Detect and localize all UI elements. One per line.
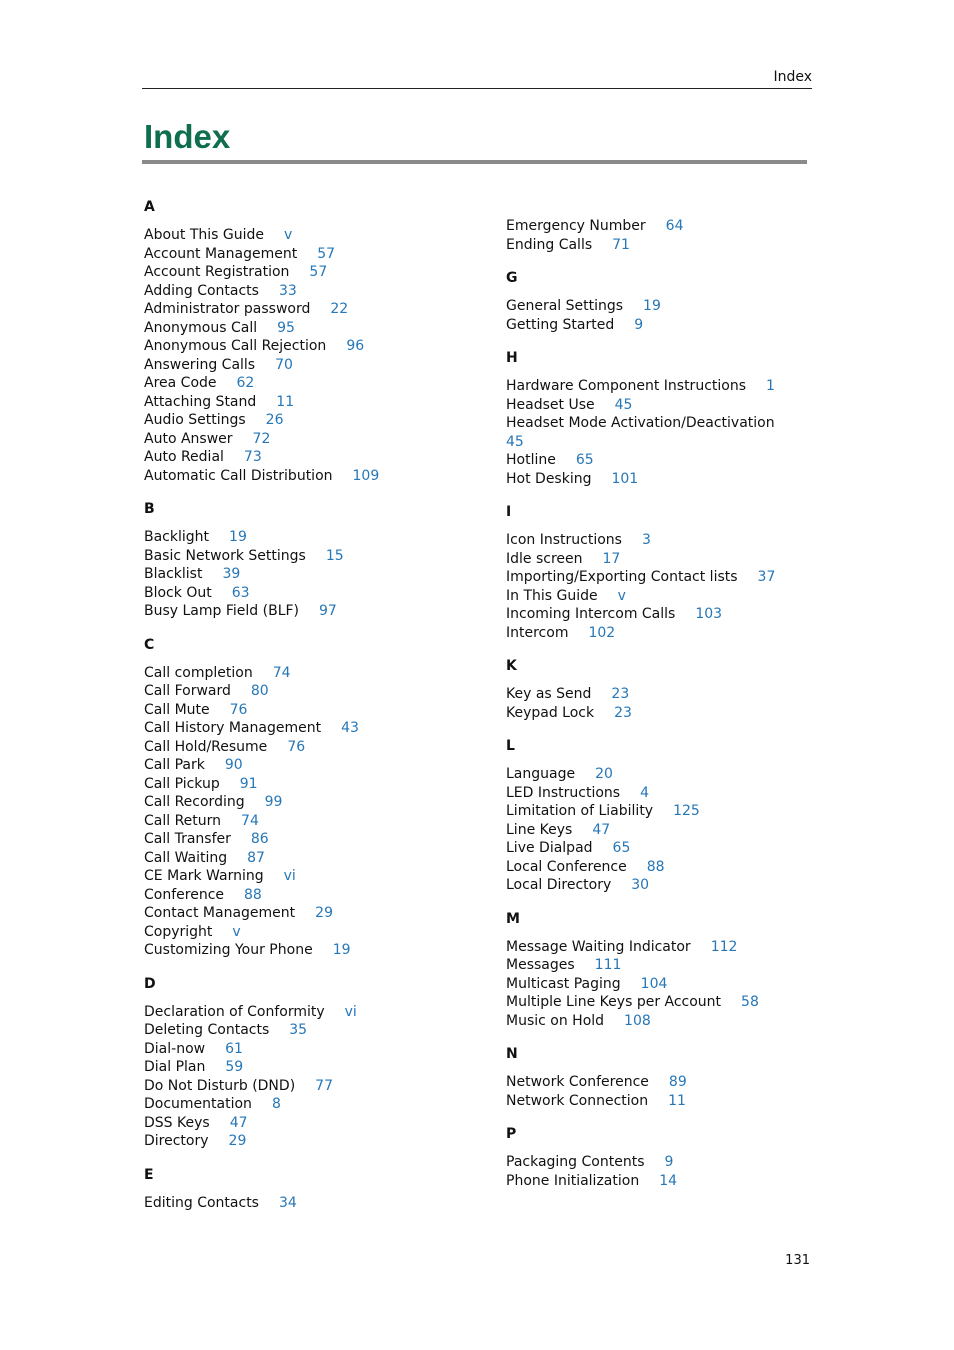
index-section xyxy=(144,500,534,621)
entry-term: Account Registration xyxy=(144,264,290,280)
section-letter: E xyxy=(144,1166,154,1183)
section-letter: B xyxy=(144,501,155,517)
index-section xyxy=(506,503,896,642)
entry-term: Basic Network Settings xyxy=(144,547,306,564)
entry-page-link[interactable]: 76 xyxy=(229,701,248,718)
index-entry xyxy=(506,624,896,643)
section-letter: L xyxy=(506,738,515,754)
entry-term: Busy Lamp Field (BLF) xyxy=(144,603,300,619)
entry-term: Headset Use xyxy=(506,396,595,413)
index-entry xyxy=(506,316,896,335)
index-entry xyxy=(506,396,896,415)
index-column-left xyxy=(144,198,534,1227)
entry-term: Icon Instructions xyxy=(506,532,622,548)
entry-page-link[interactable]: 77 xyxy=(315,1077,333,1094)
index-entry xyxy=(144,904,534,923)
index-entry xyxy=(144,319,534,338)
entry-term: Network Connection xyxy=(506,1092,649,1109)
entry-page-link[interactable]: 80 xyxy=(250,683,269,699)
index-entry xyxy=(144,263,534,282)
index-entry xyxy=(506,550,896,569)
entry-page-link[interactable]: 74 xyxy=(272,664,291,681)
index-entry xyxy=(144,356,534,375)
index-entry xyxy=(144,738,534,757)
entry-page-link[interactable]: 74 xyxy=(241,812,259,829)
entry-page-link[interactable]: 96 xyxy=(346,338,365,354)
entry-term: Call Forward xyxy=(144,683,231,699)
entry-term: Phone Initialization xyxy=(506,1172,640,1189)
index-entry xyxy=(144,867,534,886)
index-entry xyxy=(144,664,534,683)
entry-term: Message Waiting Indicator xyxy=(506,938,691,955)
entry-term: Messages xyxy=(506,957,575,973)
entry-term: Conference xyxy=(144,886,225,903)
entry-page-link[interactable]: 64 xyxy=(665,218,684,234)
entry-term: Limitation of Liability xyxy=(506,803,654,819)
index-entry xyxy=(506,975,896,994)
entry-term: Multicast Paging xyxy=(506,975,621,992)
entry-page-link[interactable]: 70 xyxy=(275,356,293,373)
index-entry xyxy=(506,765,896,784)
entry-term: Dial-now xyxy=(144,1040,206,1057)
entry-page-link[interactable]: 61 xyxy=(225,1040,243,1057)
entry-page-link[interactable]: v xyxy=(617,587,626,604)
entry-page-link[interactable]: 17 xyxy=(602,550,621,567)
index-entry xyxy=(506,451,896,470)
entry-page-link[interactable]: 4 xyxy=(640,784,650,801)
entry-term: Attaching Stand xyxy=(144,393,257,410)
entry-page-link[interactable]: v xyxy=(232,923,241,940)
index-entry xyxy=(506,1073,896,1092)
index-entry xyxy=(144,1003,534,1022)
entry-term: Call Waiting xyxy=(144,849,228,866)
entry-term: Key as Send xyxy=(506,686,592,702)
entry-page-link[interactable]: 22 xyxy=(330,301,349,317)
index-entry xyxy=(506,876,896,895)
section-letter: N xyxy=(506,1046,518,1062)
entry-page-link[interactable]: 19 xyxy=(643,298,661,314)
index-entry xyxy=(506,1172,896,1191)
entry-page-link[interactable]: 35 xyxy=(289,1022,308,1038)
index-entry xyxy=(506,784,896,803)
entry-term: Call Mute xyxy=(144,701,210,718)
entry-page-link[interactable]: 103 xyxy=(695,606,723,622)
entry-page-link[interactable]: 47 xyxy=(592,821,611,838)
index-section xyxy=(506,217,896,254)
entry-page-link[interactable]: vi xyxy=(344,1003,357,1020)
index-section xyxy=(506,349,896,488)
index-entry xyxy=(506,587,896,606)
index-entry xyxy=(144,923,534,942)
index-section xyxy=(506,737,896,895)
index-entry xyxy=(506,858,896,877)
entry-page-link[interactable]: vi xyxy=(283,868,296,884)
entry-page-link[interactable]: 65 xyxy=(575,452,594,468)
entry-page-link[interactable]: 71 xyxy=(612,236,630,253)
section-letter: A xyxy=(144,199,155,215)
entry-term: Documentation xyxy=(144,1096,252,1112)
entry-term: Call Transfer xyxy=(144,831,231,847)
section-letter: M xyxy=(506,910,520,927)
entry-page-link[interactable]: 90 xyxy=(224,757,243,773)
index-entry xyxy=(144,775,534,794)
entry-term: Automatic Call Distribution xyxy=(144,467,333,484)
page-title: Index xyxy=(144,118,231,155)
entry-term: Keypad Lock xyxy=(506,704,595,721)
entry-term: Editing Contacts xyxy=(144,1194,259,1211)
entry-page-link[interactable]: 87 xyxy=(247,849,265,866)
entry-term: Call Park xyxy=(144,757,205,773)
index-section xyxy=(144,1166,534,1213)
entry-term: Network Conference xyxy=(506,1074,649,1090)
entry-page-link[interactable]: 57 xyxy=(317,245,336,262)
entry-term: Hotline xyxy=(506,452,556,468)
section-letter: K xyxy=(506,658,517,674)
entry-page-link[interactable]: 20 xyxy=(595,766,613,782)
running-header: Index xyxy=(142,68,812,89)
entry-page-link[interactable]: 1 xyxy=(766,378,775,394)
index-entry xyxy=(144,411,534,430)
entry-term: Ending Calls xyxy=(506,236,593,253)
entry-term: Headset Mode Activation/Deactivation xyxy=(506,415,775,431)
entry-page-link[interactable]: 15 xyxy=(325,547,344,564)
index-column-right xyxy=(506,217,896,1205)
index-entry xyxy=(144,430,534,449)
entry-term: Area Code xyxy=(144,375,217,391)
entry-term: Account Management xyxy=(144,245,298,262)
index-entry xyxy=(144,1114,534,1133)
index-section xyxy=(506,1125,896,1190)
index-entry xyxy=(144,1021,534,1040)
index-entry xyxy=(144,245,534,264)
index-section xyxy=(144,975,534,1151)
index-entry xyxy=(144,602,534,621)
entry-term: Auto Answer xyxy=(144,430,233,447)
entry-term: About This Guide xyxy=(144,227,265,243)
index-entry xyxy=(144,1132,534,1151)
entry-term: Call Hold/Resume xyxy=(144,738,268,755)
entry-term: Incoming Intercom Calls xyxy=(506,606,676,622)
index-entry xyxy=(506,685,896,704)
entry-page-link[interactable]: 37 xyxy=(757,569,776,585)
index-entry xyxy=(144,282,534,301)
index-entry xyxy=(144,849,534,868)
entry-page-link[interactable]: 102 xyxy=(588,624,616,641)
entry-page-link[interactable]: 43 xyxy=(341,720,359,736)
index-entry xyxy=(144,812,534,831)
entry-term: Audio Settings xyxy=(144,412,246,428)
entry-page-link[interactable]: 30 xyxy=(631,877,650,893)
entry-page-link[interactable]: 88 xyxy=(646,858,665,875)
index-entry xyxy=(506,605,896,624)
entry-term: Anonymous Call Rejection xyxy=(144,338,327,354)
section-letter: P xyxy=(506,1126,517,1142)
entry-term: Idle screen xyxy=(506,550,583,567)
index-entry xyxy=(144,1194,534,1213)
index-section xyxy=(144,636,534,960)
index-section xyxy=(506,910,896,1031)
section-letter: H xyxy=(506,350,518,366)
entry-page-link[interactable]: 45 xyxy=(506,433,524,450)
entry-term: Call completion xyxy=(144,664,253,681)
entry-term: Language xyxy=(506,766,576,782)
entry-page-link[interactable]: 11 xyxy=(276,393,295,410)
index-entry xyxy=(506,938,896,957)
entry-term: Local Conference xyxy=(506,858,627,875)
index-entry xyxy=(144,584,534,603)
entry-page-link[interactable]: 9 xyxy=(634,316,644,333)
entry-term: Getting Started xyxy=(506,316,615,333)
entry-term: Importing/Exporting Contact lists xyxy=(506,569,738,585)
entry-page-link[interactable]: 34 xyxy=(278,1194,297,1211)
index-entry xyxy=(506,414,896,451)
entry-page-link[interactable]: 19 xyxy=(229,529,247,545)
entry-page-link[interactable]: 76 xyxy=(287,738,306,755)
entry-term: In This Guide xyxy=(506,587,598,604)
section-letter: D xyxy=(144,975,156,992)
index-section xyxy=(506,269,896,334)
entry-term: Copyright xyxy=(144,923,213,940)
entry-page-link[interactable]: 11 xyxy=(668,1092,686,1109)
index-entry xyxy=(144,337,534,356)
entry-page-link[interactable]: 33 xyxy=(278,282,297,299)
index-entry xyxy=(144,719,534,738)
section-letter: C xyxy=(144,636,155,653)
entry-page-link[interactable]: 58 xyxy=(741,994,759,1010)
entry-page-link[interactable]: v xyxy=(284,227,293,243)
entry-page-link[interactable]: 26 xyxy=(265,412,284,428)
index-entry xyxy=(506,531,896,550)
entry-page-link[interactable]: 63 xyxy=(231,584,250,601)
index-section xyxy=(506,1045,896,1110)
entry-page-link[interactable]: 23 xyxy=(614,704,632,721)
entry-term: Music on Hold xyxy=(506,1012,605,1029)
entry-term: Packaging Contents xyxy=(506,1154,645,1170)
entry-page-link[interactable]: 91 xyxy=(239,775,258,792)
entry-page-link[interactable]: 112 xyxy=(710,938,738,955)
index-entry xyxy=(144,682,534,701)
entry-page-link[interactable]: 3 xyxy=(641,532,651,548)
index-entry xyxy=(506,1012,896,1031)
index-section xyxy=(506,657,896,722)
entry-page-link[interactable]: 29 xyxy=(228,1133,247,1149)
entry-page-link[interactable]: 108 xyxy=(624,1012,651,1029)
index-entry xyxy=(144,756,534,775)
index-entry xyxy=(144,941,534,960)
entry-term: Administrator password xyxy=(144,301,311,317)
entry-page-link[interactable]: 99 xyxy=(264,794,283,810)
entry-term: CE Mark Warning xyxy=(144,868,264,884)
entry-term: Anonymous Call xyxy=(144,319,258,336)
entry-page-link[interactable]: 125 xyxy=(673,803,700,819)
entry-page-link[interactable]: 45 xyxy=(614,396,633,413)
entry-page-link[interactable]: 86 xyxy=(250,831,269,847)
index-entry xyxy=(506,821,896,840)
index-entry xyxy=(144,701,534,720)
entry-page-link[interactable]: 97 xyxy=(319,603,337,619)
entry-term: Local Directory xyxy=(506,877,612,893)
index-entry xyxy=(144,886,534,905)
entry-term: Live Dialpad xyxy=(506,840,593,856)
index-entry xyxy=(506,297,896,316)
entry-term: Contact Management xyxy=(144,905,296,921)
index-entry xyxy=(144,467,534,486)
index-entry xyxy=(506,1092,896,1111)
entry-term: Emergency Number xyxy=(506,218,646,234)
entry-term: LED Instructions xyxy=(506,784,621,801)
entry-page-link[interactable]: 57 xyxy=(309,264,328,280)
entry-page-link[interactable]: 111 xyxy=(594,957,622,973)
entry-page-link[interactable]: 9 xyxy=(664,1154,674,1170)
index-entry xyxy=(144,830,534,849)
entry-term: Do Not Disturb (DND) xyxy=(144,1077,296,1094)
index-entry xyxy=(506,217,896,236)
page-number: 131 xyxy=(785,1253,810,1268)
index-entry xyxy=(144,793,534,812)
entry-page-link[interactable]: 89 xyxy=(668,1074,687,1090)
index-entry xyxy=(506,236,896,255)
entry-page-link[interactable]: 95 xyxy=(277,319,295,336)
entry-term: Adding Contacts xyxy=(144,282,259,299)
entry-page-link[interactable]: 62 xyxy=(236,375,255,391)
index-entry xyxy=(144,393,534,412)
index-entry xyxy=(144,565,534,584)
entry-term: Multiple Line Keys per Account xyxy=(506,994,722,1010)
index-entry xyxy=(506,956,896,975)
section-letter: G xyxy=(506,270,518,286)
index-entry xyxy=(144,547,534,566)
entry-term: Intercom xyxy=(506,624,569,641)
entry-page-link[interactable]: 8 xyxy=(271,1096,281,1112)
index-entry xyxy=(506,1153,896,1172)
entry-term: Line Keys xyxy=(506,821,573,838)
entry-term: Call History Management xyxy=(144,720,322,736)
title-rule xyxy=(142,160,807,164)
entry-term: Customizing Your Phone xyxy=(144,942,313,958)
index-entry xyxy=(144,528,534,547)
entry-term: Call Return xyxy=(144,812,222,829)
section-letter: I xyxy=(506,504,512,520)
index-entry xyxy=(144,1058,534,1077)
entry-term: Dial Plan xyxy=(144,1059,206,1075)
entry-page-link[interactable]: 65 xyxy=(612,840,631,856)
entry-term: Hot Desking xyxy=(506,470,592,487)
entry-term: Answering Calls xyxy=(144,356,256,373)
index-entry xyxy=(506,470,896,489)
entry-term: Declaration of Conformity xyxy=(144,1003,325,1020)
entry-term: Call Pickup xyxy=(144,775,220,792)
index-entry xyxy=(144,300,534,319)
index-entry xyxy=(144,226,534,245)
index-entry xyxy=(144,374,534,393)
index-entry xyxy=(506,704,896,723)
entry-term: Block Out xyxy=(144,584,212,601)
entry-page-link[interactable]: 19 xyxy=(332,942,351,958)
index-entry xyxy=(144,1077,534,1096)
entry-term: Backlight xyxy=(144,529,210,545)
entry-page-link[interactable]: 104 xyxy=(640,975,668,992)
entry-term: Hardware Component Instructions xyxy=(506,378,746,394)
index-entry xyxy=(506,568,896,587)
entry-term: Auto Redial xyxy=(144,449,224,465)
entry-page-link[interactable]: 29 xyxy=(315,905,333,921)
entry-page-link[interactable]: 72 xyxy=(252,430,271,447)
index-entry xyxy=(144,448,534,467)
entry-term: Blacklist xyxy=(144,566,203,582)
entry-term: Call Recording xyxy=(144,794,245,810)
entry-term: Deleting Contacts xyxy=(144,1022,270,1038)
entry-term: Directory xyxy=(144,1133,209,1149)
entry-page-link[interactable]: 109 xyxy=(352,467,380,484)
entry-page-link[interactable]: 39 xyxy=(222,566,241,582)
entry-page-link[interactable]: 59 xyxy=(225,1059,244,1075)
entry-page-link[interactable]: 23 xyxy=(611,686,630,702)
index-section xyxy=(144,198,534,485)
index-entry xyxy=(144,1095,534,1114)
index-entry xyxy=(506,839,896,858)
entry-term: General Settings xyxy=(506,298,624,314)
index-entry xyxy=(506,802,896,821)
entry-page-link[interactable]: 47 xyxy=(229,1114,248,1131)
entry-page-link[interactable]: 88 xyxy=(244,886,262,903)
index-entry xyxy=(506,993,896,1012)
entry-page-link[interactable]: 73 xyxy=(243,449,262,465)
index-entry xyxy=(506,377,896,396)
index-entry xyxy=(144,1040,534,1059)
entry-page-link[interactable]: 101 xyxy=(611,470,639,487)
entry-page-link[interactable]: 14 xyxy=(659,1172,678,1189)
entry-term: DSS Keys xyxy=(144,1114,210,1131)
